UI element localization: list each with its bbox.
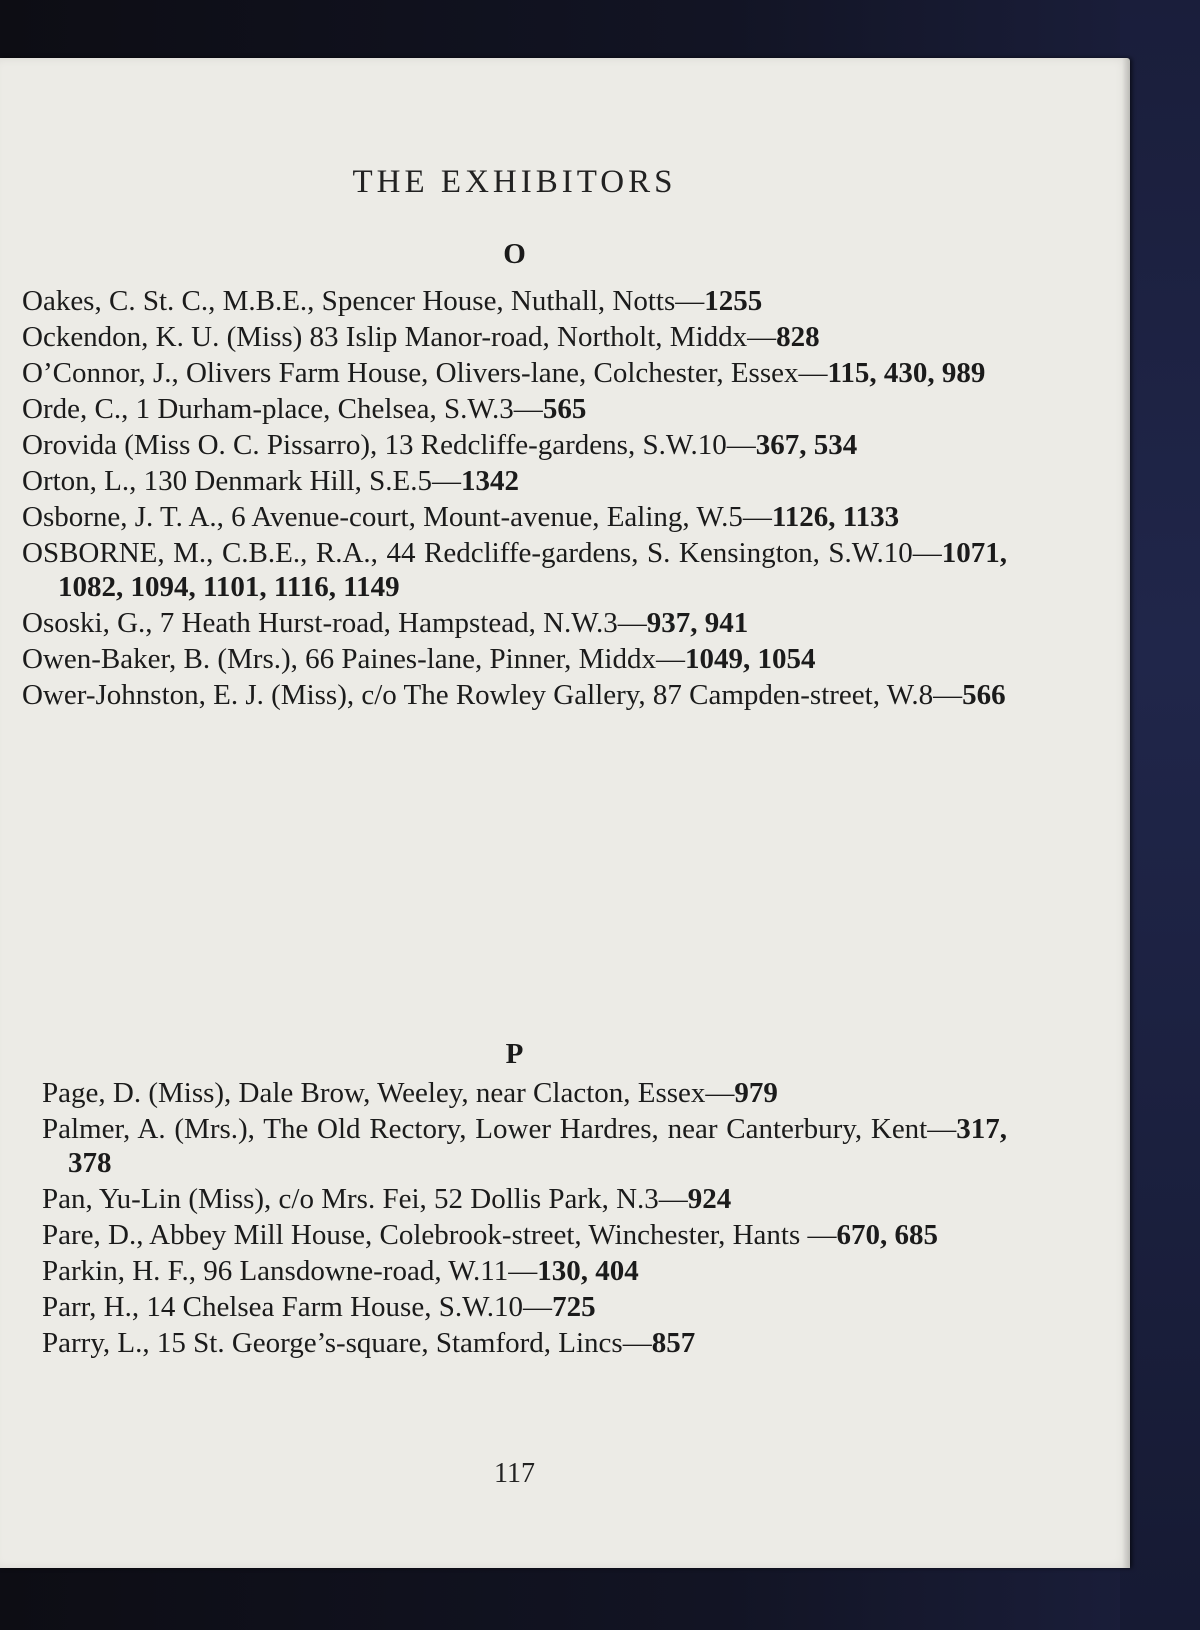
exhibitor-entry (22, 1218, 1007, 1252)
exhibitor-details: Oakes, C. St. C., M.B.E., Spencer House, Nuthall, Notts— (22, 285, 705, 317)
exhibitor-details: Parry, L., 15 St. George’s-square, Stamford, Lincs— (42, 1327, 652, 1359)
exhibitor-entry (22, 500, 1007, 534)
exhibitor-entry (22, 1182, 1007, 1216)
exhibitor-entry (22, 464, 1007, 498)
exhibit-numbers: 1049, 1054 (684, 643, 816, 675)
exhibit-numbers: 317, 378 (68, 1113, 1007, 1179)
exhibit-numbers: 828 (776, 321, 820, 353)
exhibit-numbers: 670, 685 (836, 1219, 938, 1251)
exhibitor-entry (22, 320, 1007, 354)
exhibitor-details: Orde, C., 1 Durham-place, Chelsea, S.W.3— (22, 393, 543, 425)
exhibitor-details: Orovida (Miss O. C. Pissarro), 13 Redcliffe-gardens, S.W.10— (22, 429, 756, 461)
section-letter-o: O (503, 238, 526, 270)
exhibitor-entry (22, 1254, 1007, 1288)
exhibitor-details: Owen-Baker, B. (Mrs.), 66 Paines-lane, Pinner, Middx— (22, 643, 685, 675)
exhibitor-details: Pan, Yu-Lin (Miss), c/o Mrs. Fei, 52 Dollis Park, N.3— (42, 1183, 688, 1215)
exhibit-numbers: 1255 (704, 285, 763, 317)
exhibitor-entry (22, 642, 1007, 676)
page-gutter-shadow (1122, 58, 1130, 1568)
exhibitor-entry (22, 284, 1007, 318)
exhibitor-details: Page, D. (Miss), Dale Brow, Weeley, near Clacton, Essex— (42, 1077, 735, 1109)
exhibit-numbers: 1126, 1133 (771, 501, 900, 533)
exhibitor-details: Parr, H., 14 Chelsea Farm House, S.W.10— (42, 1291, 553, 1323)
exhibitor-details: O’Connor, J., Olivers Farm House, Olivers-lane, Colchester, Essex— (22, 357, 828, 389)
exhibit-numbers: 367, 534 (755, 429, 858, 461)
exhibitor-entry (22, 392, 1007, 426)
exhibit-numbers: 924 (687, 1183, 732, 1215)
exhibit-numbers: 565 (542, 393, 587, 425)
exhibitor-list-o (22, 284, 1007, 714)
exhibitor-details: Ososki, G., 7 Heath Hurst-road, Hampstead, N.W.3— (22, 607, 647, 639)
exhibit-numbers: 1071, 1082, 1094, 1101, 1116, 1149 (58, 537, 1007, 603)
exhibit-numbers: 979 (734, 1077, 778, 1109)
exhibitor-details: Orton, L., 130 Denmark Hill, S.E.5— (22, 465, 461, 497)
exhibitor-entry (22, 1076, 1007, 1110)
exhibitor-entry (22, 536, 1007, 604)
exhibit-numbers: 130, 404 (537, 1255, 639, 1287)
exhibit-numbers: 857 (651, 1327, 696, 1359)
exhibit-numbers: 115, 430, 989 (827, 357, 986, 389)
exhibit-numbers: 566 (962, 679, 1006, 711)
exhibitor-details: Osborne, J. T. A., 6 Avenue-court, Mount-avenue, Ealing, W.5— (22, 501, 772, 533)
exhibitor-details: Pare, D., Abbey Mill House, Colebrook-street, Winchester, Hants — (42, 1219, 837, 1251)
exhibitor-details: Ower-Johnston, E. J. (Miss), c/o The Rowley Gallery, 87 Campden-street, W.8— (22, 679, 963, 711)
exhibit-numbers: 725 (552, 1291, 596, 1323)
cover-edge (1120, 0, 1200, 1630)
exhibitor-details: OSBORNE, M., C.B.E., R.A., 44 Redcliffe-gardens, S. Kensington, S.W.10— (22, 537, 942, 569)
catalogue-page (0, 58, 1130, 1568)
exhibitor-entry (22, 356, 1007, 390)
exhibit-numbers: 937, 941 (646, 607, 749, 639)
exhibitor-details: Parkin, H. F., 96 Lansdowne-road, W.11— (42, 1255, 538, 1287)
exhibitor-details: Palmer, A. (Mrs.), The Old Rectory, Lower Hardres, near Canterbury, Kent— (42, 1113, 957, 1145)
exhibitor-entry (22, 1112, 1007, 1180)
section-letter-p: P (505, 1038, 524, 1070)
exhibitor-entry (22, 1326, 1007, 1360)
exhibitor-list-p (22, 1076, 1007, 1362)
exhibitor-entry (22, 428, 1007, 462)
running-head: THE EXHIBITORS (352, 164, 677, 200)
page-number: 117 (494, 1458, 535, 1489)
exhibit-numbers: 1342 (460, 465, 519, 497)
page-content (22, 58, 1007, 1568)
exhibitor-entry (22, 678, 1007, 712)
exhibitor-entry (22, 606, 1007, 640)
exhibitor-entry (22, 1290, 1007, 1324)
exhibitor-details: Ockendon, K. U. (Miss) 83 Islip Manor-road, Northolt, Middx— (22, 321, 777, 353)
